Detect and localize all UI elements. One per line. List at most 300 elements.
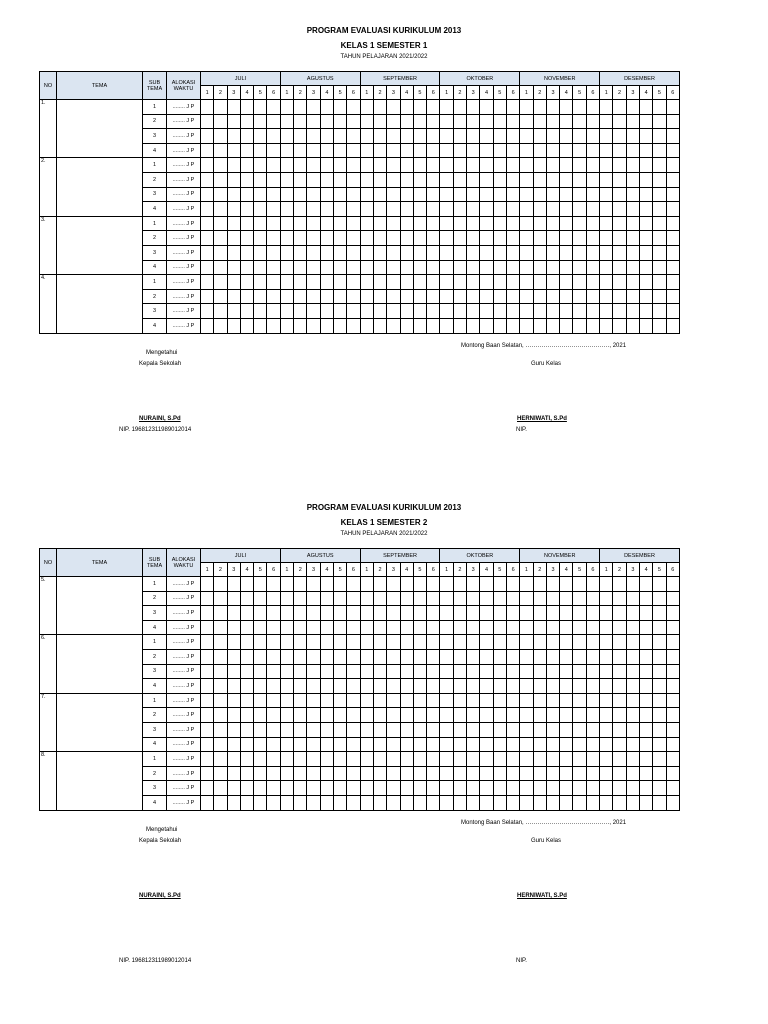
week-cell xyxy=(373,216,386,231)
week-cell xyxy=(493,114,506,129)
week-cell xyxy=(506,260,519,275)
week-cell xyxy=(467,304,480,319)
week-cell xyxy=(320,577,333,592)
week-cell xyxy=(240,202,253,217)
mengetahui-label: Mengetahui xyxy=(146,827,178,833)
sub-tema-number: 4 xyxy=(143,202,167,217)
week-cell xyxy=(373,158,386,173)
week-cell xyxy=(413,245,426,260)
week-cell xyxy=(214,172,227,187)
tema-number: 6. xyxy=(40,635,57,693)
week-cell xyxy=(334,693,347,708)
week-cell xyxy=(666,693,679,708)
week-cell xyxy=(520,577,533,592)
week-cell xyxy=(480,635,493,650)
week-cell xyxy=(467,635,480,650)
week-cell xyxy=(413,231,426,246)
week-cell xyxy=(453,752,466,767)
week-cell xyxy=(520,635,533,650)
table-row xyxy=(40,158,680,173)
week-cell xyxy=(600,172,613,187)
week-cell xyxy=(294,781,307,796)
week-cell xyxy=(267,318,280,333)
week-cell xyxy=(214,606,227,621)
week-cell xyxy=(240,664,253,679)
week-cell xyxy=(214,766,227,781)
week-cell xyxy=(467,708,480,723)
header-alokasi-waktu: ALOKASI WAKTU xyxy=(167,72,201,100)
week-cell xyxy=(506,693,519,708)
week-cell xyxy=(653,752,666,767)
alokasi-jp: ........ J P xyxy=(167,649,201,664)
week-cell xyxy=(227,216,240,231)
week-cell xyxy=(254,577,267,592)
week-cell xyxy=(387,620,400,635)
week-cell xyxy=(560,620,573,635)
week-cell xyxy=(427,158,440,173)
week-cell xyxy=(586,318,599,333)
week-cell xyxy=(640,245,653,260)
week-cell xyxy=(280,231,293,246)
week-cell xyxy=(347,577,360,592)
week-cell xyxy=(546,187,559,202)
week-cell xyxy=(214,260,227,275)
week-cell xyxy=(240,708,253,723)
week-cell xyxy=(413,591,426,606)
week-cell xyxy=(373,722,386,737)
week-cell xyxy=(600,202,613,217)
week-cell xyxy=(480,158,493,173)
week-cell xyxy=(387,577,400,592)
week-cell xyxy=(586,143,599,158)
week-cell xyxy=(626,216,639,231)
week-cell xyxy=(227,260,240,275)
week-cell xyxy=(201,245,214,260)
week-cell xyxy=(653,708,666,723)
week-cell xyxy=(240,620,253,635)
week-cell xyxy=(347,187,360,202)
week-cell xyxy=(546,318,559,333)
week-number: 4 xyxy=(240,563,253,577)
week-cell xyxy=(467,752,480,767)
week-cell xyxy=(586,766,599,781)
week-cell xyxy=(440,318,453,333)
week-cell xyxy=(626,275,639,290)
week-cell xyxy=(387,766,400,781)
week-cell xyxy=(254,752,267,767)
week-cell xyxy=(320,649,333,664)
week-cell xyxy=(640,708,653,723)
week-cell xyxy=(560,245,573,260)
week-cell xyxy=(280,708,293,723)
week-cell xyxy=(493,202,506,217)
week-cell xyxy=(573,591,586,606)
week-number: 1 xyxy=(520,563,533,577)
week-cell xyxy=(334,318,347,333)
week-cell xyxy=(320,100,333,115)
week-cell xyxy=(413,143,426,158)
week-cell xyxy=(533,172,546,187)
week-cell xyxy=(240,275,253,290)
week-cell xyxy=(560,649,573,664)
week-cell xyxy=(280,679,293,694)
week-cell xyxy=(240,795,253,810)
week-cell xyxy=(586,158,599,173)
week-number: 2 xyxy=(373,563,386,577)
table-row xyxy=(40,635,680,650)
tema-cell xyxy=(57,635,143,693)
week-cell xyxy=(254,722,267,737)
week-cell xyxy=(440,795,453,810)
week-cell xyxy=(573,679,586,694)
week-cell xyxy=(546,231,559,246)
sub-tema-number: 3 xyxy=(143,664,167,679)
week-cell xyxy=(267,158,280,173)
week-cell xyxy=(320,664,333,679)
week-cell xyxy=(320,245,333,260)
week-cell xyxy=(480,708,493,723)
week-cell xyxy=(640,129,653,144)
week-cell xyxy=(560,129,573,144)
week-cell xyxy=(240,737,253,752)
header-sub-tema: SUB TEMA xyxy=(143,549,167,577)
week-cell xyxy=(666,216,679,231)
week-cell xyxy=(240,318,253,333)
week-cell xyxy=(586,231,599,246)
week-cell xyxy=(334,114,347,129)
week-cell xyxy=(387,795,400,810)
week-number: 3 xyxy=(227,86,240,100)
week-cell xyxy=(467,781,480,796)
week-cell xyxy=(334,260,347,275)
week-cell xyxy=(347,620,360,635)
alokasi-jp: ........ J P xyxy=(167,304,201,319)
week-cell xyxy=(294,708,307,723)
week-cell xyxy=(280,795,293,810)
week-cell xyxy=(227,289,240,304)
week-cell xyxy=(520,289,533,304)
guru-kelas-name: HERNIWATI, S.Pd xyxy=(517,893,567,899)
tema-cell xyxy=(57,752,143,810)
week-cell xyxy=(214,737,227,752)
week-cell xyxy=(640,649,653,664)
week-cell xyxy=(227,591,240,606)
week-cell xyxy=(440,620,453,635)
week-cell xyxy=(267,100,280,115)
week-cell xyxy=(480,187,493,202)
week-cell xyxy=(573,158,586,173)
sub-tema-number: 1 xyxy=(143,100,167,115)
guru-kelas-nip: NIP. xyxy=(516,427,527,433)
week-cell xyxy=(413,795,426,810)
week-cell xyxy=(600,635,613,650)
week-cell xyxy=(493,649,506,664)
week-cell xyxy=(453,635,466,650)
week-cell xyxy=(493,275,506,290)
alokasi-jp: ........ J P xyxy=(167,664,201,679)
week-cell xyxy=(613,275,626,290)
table-row xyxy=(40,100,680,115)
week-cell xyxy=(373,620,386,635)
tema-number: 7. xyxy=(40,693,57,751)
week-cell xyxy=(573,693,586,708)
week-cell xyxy=(427,216,440,231)
week-cell xyxy=(560,172,573,187)
week-cell xyxy=(506,129,519,144)
week-cell xyxy=(294,245,307,260)
week-cell xyxy=(560,231,573,246)
week-cell xyxy=(400,577,413,592)
week-cell xyxy=(666,606,679,621)
week-cell xyxy=(546,289,559,304)
week-cell xyxy=(360,635,373,650)
week-cell xyxy=(240,693,253,708)
week-cell xyxy=(214,752,227,767)
week-cell xyxy=(480,679,493,694)
week-cell xyxy=(307,216,320,231)
week-cell xyxy=(480,289,493,304)
sub-tema-number: 2 xyxy=(143,591,167,606)
week-cell xyxy=(546,635,559,650)
week-cell xyxy=(586,100,599,115)
week-cell xyxy=(254,100,267,115)
week-cell xyxy=(520,158,533,173)
week-cell xyxy=(546,766,559,781)
week-cell xyxy=(400,591,413,606)
week-cell xyxy=(360,143,373,158)
week-cell xyxy=(227,275,240,290)
week-cell xyxy=(493,781,506,796)
week-cell xyxy=(347,100,360,115)
kepala-sekolah-name: NURAINI, S.Pd xyxy=(139,893,181,899)
week-cell xyxy=(334,275,347,290)
week-cell xyxy=(400,635,413,650)
week-cell xyxy=(533,216,546,231)
sub-tema-number: 1 xyxy=(143,158,167,173)
report-class-semester: KELAS 1 SEMESTER 1 xyxy=(340,41,428,50)
week-cell xyxy=(506,275,519,290)
week-number: 3 xyxy=(626,563,639,577)
report-school-year: TAHUN PELAJARAN 2021/2022 xyxy=(340,531,428,537)
week-cell xyxy=(467,620,480,635)
week-cell xyxy=(440,304,453,319)
week-number: 5 xyxy=(254,563,267,577)
report-school-year: TAHUN PELAJARAN 2021/2022 xyxy=(340,54,428,60)
week-cell xyxy=(267,202,280,217)
week-cell xyxy=(613,679,626,694)
header-tema: TEMA xyxy=(57,72,143,100)
week-cell xyxy=(427,620,440,635)
week-cell xyxy=(400,260,413,275)
week-cell xyxy=(520,708,533,723)
week-cell xyxy=(347,216,360,231)
week-cell xyxy=(320,679,333,694)
week-cell xyxy=(520,202,533,217)
week-cell xyxy=(334,216,347,231)
week-number: 3 xyxy=(626,86,639,100)
week-number: 4 xyxy=(240,86,253,100)
week-cell xyxy=(334,781,347,796)
week-cell xyxy=(600,129,613,144)
week-number: 6 xyxy=(347,563,360,577)
week-cell xyxy=(440,231,453,246)
week-number: 1 xyxy=(440,86,453,100)
tema-cell xyxy=(57,100,143,158)
week-cell xyxy=(227,620,240,635)
week-cell xyxy=(520,143,533,158)
week-cell xyxy=(573,722,586,737)
week-cell xyxy=(467,114,480,129)
week-number: 5 xyxy=(493,86,506,100)
week-cell xyxy=(254,231,267,246)
week-cell xyxy=(546,172,559,187)
week-cell xyxy=(520,100,533,115)
week-cell xyxy=(506,577,519,592)
week-cell xyxy=(640,737,653,752)
week-cell xyxy=(214,289,227,304)
week-cell xyxy=(320,172,333,187)
week-cell xyxy=(546,620,559,635)
week-cell xyxy=(560,260,573,275)
week-cell xyxy=(520,129,533,144)
week-cell xyxy=(546,158,559,173)
week-cell xyxy=(427,722,440,737)
week-cell xyxy=(613,606,626,621)
alokasi-jp: ........ J P xyxy=(167,781,201,796)
week-cell xyxy=(506,304,519,319)
week-cell xyxy=(586,635,599,650)
week-cell xyxy=(201,172,214,187)
week-cell xyxy=(280,275,293,290)
week-cell xyxy=(227,304,240,319)
week-cell xyxy=(666,708,679,723)
week-cell xyxy=(227,708,240,723)
week-cell xyxy=(666,260,679,275)
week-cell xyxy=(267,591,280,606)
week-cell xyxy=(613,129,626,144)
week-number: 6 xyxy=(267,563,280,577)
week-cell xyxy=(626,679,639,694)
week-cell xyxy=(560,752,573,767)
week-cell xyxy=(440,693,453,708)
week-cell xyxy=(373,100,386,115)
week-cell xyxy=(506,620,519,635)
week-cell xyxy=(427,231,440,246)
week-cell xyxy=(240,260,253,275)
tema-number: 2. xyxy=(40,158,57,216)
week-cell xyxy=(214,781,227,796)
week-cell xyxy=(320,722,333,737)
week-cell xyxy=(387,245,400,260)
week-cell xyxy=(493,231,506,246)
week-cell xyxy=(653,766,666,781)
week-cell xyxy=(214,649,227,664)
week-cell xyxy=(320,693,333,708)
week-cell xyxy=(254,187,267,202)
week-cell xyxy=(334,100,347,115)
week-cell xyxy=(586,187,599,202)
week-cell xyxy=(360,318,373,333)
alokasi-jp: ........ J P xyxy=(167,129,201,144)
week-cell xyxy=(413,114,426,129)
week-cell xyxy=(254,129,267,144)
week-cell xyxy=(586,260,599,275)
week-cell xyxy=(453,114,466,129)
week-cell xyxy=(267,752,280,767)
week-cell xyxy=(506,781,519,796)
week-cell xyxy=(427,737,440,752)
week-cell xyxy=(267,795,280,810)
week-cell xyxy=(520,752,533,767)
week-cell xyxy=(560,158,573,173)
week-cell xyxy=(453,649,466,664)
week-cell xyxy=(453,679,466,694)
week-cell xyxy=(360,275,373,290)
week-cell xyxy=(387,318,400,333)
week-cell xyxy=(666,304,679,319)
week-cell xyxy=(400,752,413,767)
sub-tema-number: 4 xyxy=(143,620,167,635)
week-cell xyxy=(653,591,666,606)
week-cell xyxy=(427,172,440,187)
week-cell xyxy=(320,766,333,781)
week-cell xyxy=(320,275,333,290)
week-cell xyxy=(400,100,413,115)
week-cell xyxy=(666,275,679,290)
week-cell xyxy=(201,752,214,767)
week-cell xyxy=(613,635,626,650)
week-cell xyxy=(453,606,466,621)
week-cell xyxy=(533,693,546,708)
week-cell xyxy=(533,606,546,621)
week-cell xyxy=(320,795,333,810)
week-cell xyxy=(600,781,613,796)
week-cell xyxy=(506,245,519,260)
week-cell xyxy=(307,693,320,708)
week-cell xyxy=(440,649,453,664)
week-number: 4 xyxy=(320,563,333,577)
week-cell xyxy=(613,172,626,187)
week-cell xyxy=(240,289,253,304)
week-cell xyxy=(586,781,599,796)
week-cell xyxy=(240,245,253,260)
week-cell xyxy=(201,795,214,810)
alokasi-jp: ........ J P xyxy=(167,158,201,173)
week-cell xyxy=(360,781,373,796)
week-cell xyxy=(560,143,573,158)
week-cell xyxy=(453,318,466,333)
week-cell xyxy=(533,114,546,129)
guru-kelas-label: Guru Kelas xyxy=(531,361,562,367)
week-cell xyxy=(600,143,613,158)
week-cell xyxy=(413,635,426,650)
week-cell xyxy=(294,158,307,173)
week-cell xyxy=(440,187,453,202)
week-cell xyxy=(493,187,506,202)
sub-tema-number: 1 xyxy=(143,275,167,290)
week-cell xyxy=(294,649,307,664)
guru-kelas-label: Guru Kelas xyxy=(531,838,562,844)
week-cell xyxy=(400,649,413,664)
week-cell xyxy=(413,664,426,679)
week-cell xyxy=(360,693,373,708)
week-cell xyxy=(360,577,373,592)
week-cell xyxy=(280,114,293,129)
week-cell xyxy=(626,100,639,115)
week-cell xyxy=(320,737,333,752)
week-cell xyxy=(586,245,599,260)
week-cell xyxy=(294,577,307,592)
